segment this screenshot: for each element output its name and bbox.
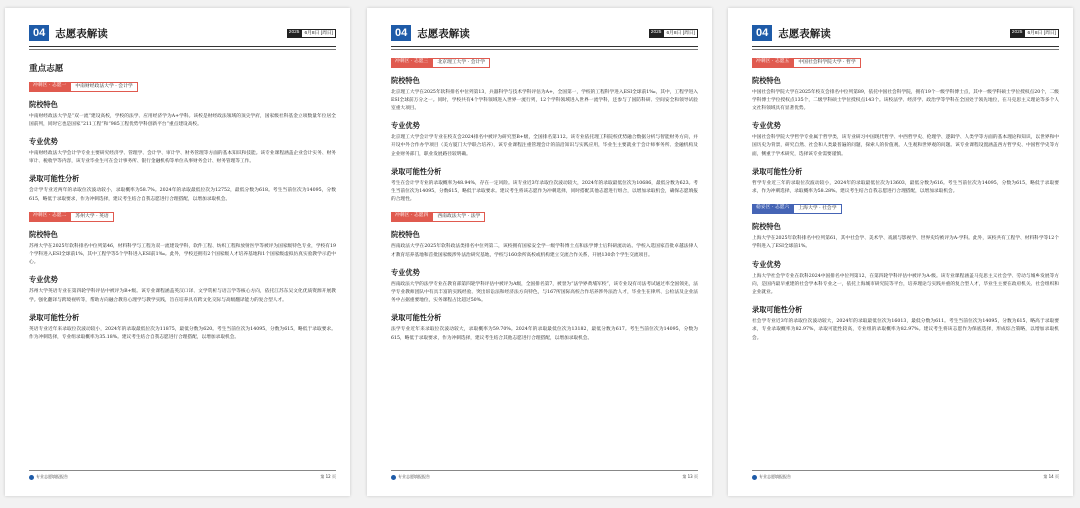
- tag-school: 中国社会科学院大学 · 哲学: [793, 58, 860, 68]
- paragraph: 中国社会科学院大学在2025年校友会排名中位列第89，依托中国社会科学院，拥有19个一级学科博士点，其中一级学科硕士学位授权点20个，二级学科博士学位授权点135个，二级学科硕士学位授权点143个。该校法学、经济学、政治学等学科在全国处于领先地位，在马克思主义理论等多个人文社科领域具有显著优势。: [752, 89, 1059, 111]
- date-badge: [649, 29, 698, 38]
- subheading: 院校特色: [29, 229, 58, 239]
- page-number: 第 12 页: [320, 474, 336, 479]
- subheading: 录取可能性分析: [752, 305, 803, 315]
- date-badge: [287, 29, 336, 38]
- paragraph: 中南财经政法大学会计学专业主要研究经济学、管理学、会计学、审计学、财务管理等方面的基本知识和技能。该专业课程涵盖企业会计实务、财务审计、税收学等内容，该专业毕业生可在会计事务所、银行金融机构等单位从事财务会计、财务管理等工作。: [29, 150, 336, 165]
- paragraph: 哲学专业近三年的录取位次波动较小，2024年的录取最低位次为13603，最低分数为616。考生当前位次为14095，分数为615，略低于录取要求，作为冲刺选择，录取概率为58.28%。建议考生结合自我志愿进行合理搭配，以增加录取机会。: [752, 180, 1059, 194]
- paragraph: 苏州大学在2025年软科排名中位列第46，材料科学与工程为双一流建设学科，软件工程、纺织工程和放射医学等被评为国家级特色专业，学校有19个学科进入ESI全球前1%，其中工程学等5个学科进入ESI前1‰。此外，学校还拥有2个国家级人才培养基地和1个国家级虚拟仿真实验教学示范中心。: [29, 243, 336, 266]
- subheading: 录取可能性分析: [391, 166, 442, 176]
- date: 6月8日 [周日]: [1024, 29, 1059, 38]
- section-title: 志愿表解读: [778, 27, 831, 40]
- date: 6月8日 [周日]: [301, 29, 336, 38]
- choice-tag: [752, 204, 1059, 214]
- header-rule: [752, 46, 1059, 50]
- paragraph: 英语专业近年来录取位次波动较小，2024年的录取最低位次为11875，最低分数为620。考生当前位次为14095，分数为615，略低于录取要求。作为冲刺选择，专业组录取概率为35.18%。建议考生结合自我志愿进行合理搭配，以增加录取机会。: [29, 326, 336, 340]
- section-heading: 重点志愿: [29, 63, 64, 74]
- page-header: [752, 24, 1059, 42]
- footer-brand: [752, 474, 791, 480]
- footer-brand-text: 专业志愿填报报告: [398, 474, 430, 479]
- date-badge: [1010, 29, 1059, 38]
- subheading: 专业优势: [752, 259, 781, 269]
- paragraph: 社会学专业近3年的录取位次波动较大，2024年的录取最低位次为16013，最低分数为611。考生当前位次为14095，分数为615，略高于录取要求，专业录取概率为82.97%，录取可能性较高，专业组的录取概率为82.97%。建议考生将该志愿作为保底选择，形成综合策略，以增加录取机会。: [752, 319, 1059, 341]
- subheading: 院校特色: [391, 75, 420, 85]
- paragraph: 西南政法大学的法学专业在教育部第四轮学科评估中被评为A级，全国排名第7，被誉为“法学界黄埔军校”，该专业设有司法考试通过率全国领先，法学专业教师团队中有具丰富的实践经验、突出诉讼法和经济法方向特色，与167所国际高校合作培养涉外法治人才，毕业生在律所、公检法及企业法务中占据重要地位，实务课程占比超过50%。: [391, 281, 698, 304]
- choice-tag: [391, 212, 698, 222]
- paragraph: 法学专业近年来录取位次波动较大，录取概率为59.70%。2024年的录取最低位次为13182，最低分数为617。考生当前位次为14095，分数为615，略低于录取要求，作为冲刺选择，建议考生结合其他志愿进行合理搭配，以增加录取机会。: [391, 327, 698, 341]
- paragraph: 会计学专业近两年的录取位次波动较小，录取概率为58.7%。2024年的录取最低位次为12752，最低分数为618。考生当前位次为14095，分数615，略低于录取要求，作为冲刺选择，建议考生结合自我志愿进行合理搭配，以增加录取机会。: [29, 188, 336, 202]
- tag-school: 西南政法大学 · 法学: [432, 212, 485, 222]
- page-number: 第 14 页: [1043, 474, 1059, 479]
- subheading: 院校特色: [391, 230, 420, 240]
- page-footer: [391, 470, 698, 480]
- tag-tier: 冲刺区 · 志愿四: [391, 212, 432, 222]
- subheading: 专业优势: [391, 267, 420, 277]
- section-number: 04: [391, 25, 411, 41]
- page-12: [5, 8, 350, 496]
- section-number: 04: [752, 25, 772, 41]
- paragraph: 北京理工大学会计学专业在校友会2024排名中被评为研究型B+级，全国排名第112。该专业依托理工科院校优势融合数据分析与智能财务方向，并开设中外合作办学项目（美方厦门大学联合培养），该专业课程注重管理会计的前沿知识与实践应用，毕业生主要就业于会计师事务所、金融机构及企业财务部门，职业发展路径较明确。: [391, 135, 698, 157]
- section-number: 04: [29, 25, 49, 41]
- brand-logo-icon: [752, 475, 757, 480]
- date: 6月8日 [周日]: [663, 29, 698, 38]
- header-rule: [391, 46, 698, 50]
- footer-brand: [29, 474, 68, 480]
- brand-logo-icon: [391, 475, 396, 480]
- paragraph: 考生在会计学专业的录取概率为48.94%，存在一定风险。该专业近3年录取位次波动较大，2024年的录取最低位次为10686，最低分数为623。考生当前位次为14095，分数615，略低于录取要求。建议考生将该志愿作为冲刺选择，同时搭配其他志愿进行组合，以增加录取机会，确保志愿填报的合理性。: [391, 180, 698, 203]
- year: 2025: [287, 29, 302, 38]
- footer-brand-text: 专业志愿填报报告: [759, 474, 791, 479]
- tag-school: 苏州大学 · 英语: [70, 212, 113, 222]
- section-title: 志愿表解读: [417, 27, 470, 40]
- brand-logo-icon: [29, 475, 34, 480]
- paragraph: 上海大学社会学专业在软科2024中国排名中位列第12，在第四轮学科评估中被评为A-级。该专业课程涵盖马克思主义社会学、劳动与城乡发展等方向，是国内最早重建的社会学本科专业之一，依托上海城市研究院等平台，培养理论与实践并重的复合型人才，毕业生主要在政府机关、社会组织和企业就业。: [752, 273, 1059, 295]
- tag-tier: 稳妥区 · 志愿六: [752, 204, 793, 214]
- subheading: 专业优势: [752, 121, 781, 131]
- footer-brand-text: 专业志愿填报报告: [36, 474, 68, 479]
- header-rule: [29, 46, 336, 50]
- page-footer: [29, 470, 336, 480]
- page-14: [728, 8, 1073, 496]
- page-13: [367, 8, 712, 496]
- subheading: 录取可能性分析: [391, 313, 442, 323]
- section-title: 志愿表解读: [55, 27, 108, 40]
- page-footer: [752, 470, 1059, 480]
- subheading: 录取可能性分析: [29, 312, 80, 322]
- subheading: 录取可能性分析: [29, 174, 80, 184]
- year: 2025: [1010, 29, 1025, 38]
- paragraph: 中南财经政法大学是“双一流”建设高校，学校的法学、应用经济学为A+学科。该校是财经政法领域的顶尖学府，国家级社科基金立项数量年位居全国前列，同时它也是国家“211工程”和“985工程优势学科创新平台”重点建设高校。: [29, 113, 336, 127]
- subheading: 院校特色: [29, 99, 58, 109]
- choice-tag: [391, 58, 698, 68]
- paragraph: 中国社会科学院大学哲学专业属于哲学类，该专业研习中国现代哲学、中西哲学史、伦理学、逻辑学、人类学等方面的基本理论和知识，以世界和中国历史为背景，研究自然、社会和人类最普遍的问题，探索人的价值观、人生观和世界观的问题。该专业课程设置涵盖西方哲学史、中国哲学史等方面，侧重于学术研究，选择该专业需要谨慎。: [752, 135, 1059, 157]
- paragraph: 上海大学在2025年软科排名中位列第61，其中社会学、美术学、戏剧与影视学、世界史均被评为A-学科。此外，该校共有工程学、材料科学等12个学科进入了ESI全球前1%。: [752, 236, 1059, 250]
- footer-brand: [391, 474, 430, 480]
- choice-tag: [29, 212, 336, 222]
- subheading: 院校特色: [752, 222, 781, 232]
- paragraph: 苏州大学英语专业在第四轮学科评估中被评为B+级。该专业课程涵盖英汉口译、文学赏析与语言学等核心方向，依托江苏东吴文化优质资源开展教学。强化翻译与跨境视听等，帮助方向融合教育心理学与教学实践，旨在培养具有跨文化交际与高级翻译能力的复合型人才。: [29, 289, 336, 303]
- tag-tier: 冲刺区 · 志愿五: [752, 58, 793, 68]
- tag-school: 上海大学 · 社会学: [793, 204, 841, 214]
- page-number: 第 13 页: [682, 474, 698, 479]
- page-header: [29, 24, 336, 42]
- subheading: 专业优势: [29, 275, 58, 285]
- subheading: 专业优势: [29, 136, 58, 146]
- choice-tag: [752, 58, 1059, 68]
- tag-tier: 冲刺区 · 志愿一: [29, 82, 70, 92]
- tag-tier: 冲刺区 · 志愿三: [391, 58, 432, 68]
- tag-tier: 冲刺区 · 志愿二: [29, 212, 70, 222]
- subheading: 院校特色: [752, 75, 781, 85]
- paragraph: 西南政法大学在2025年软科政法类排名中位列第二，该校拥有国家安全学一级学科博士点和法学博士后科研流动站。学校入选国家首批卓越法律人才教育培养基地和首批国家级涉外法治研究基地，学校与160余所高校或机构建立交流合作关系，开展130余个学生交流项目。: [391, 244, 698, 258]
- page-header: [391, 24, 698, 42]
- subheading: 专业优势: [391, 121, 420, 131]
- year: 2025: [649, 29, 664, 38]
- tag-school: 北京理工大学 · 会计学: [432, 58, 490, 68]
- paragraph: 北京理工大学在2025年软科排名中位列第13，兵器科学与技术学科评估为A+，全国第一，学校的工程科学进入ESI全球前1‰，其中，工程学进入ESI全球前万分之一。同时，学校共有4个学科领域进入世界一流行列，12个学科领域进入世界一流学科，还参与了国防科研、空间安全和领导试验室重大项目。: [391, 89, 698, 111]
- tag-school: 中南财经政法大学 · 会计学: [70, 82, 137, 92]
- choice-tag: [29, 82, 336, 92]
- subheading: 录取可能性分析: [752, 166, 803, 176]
